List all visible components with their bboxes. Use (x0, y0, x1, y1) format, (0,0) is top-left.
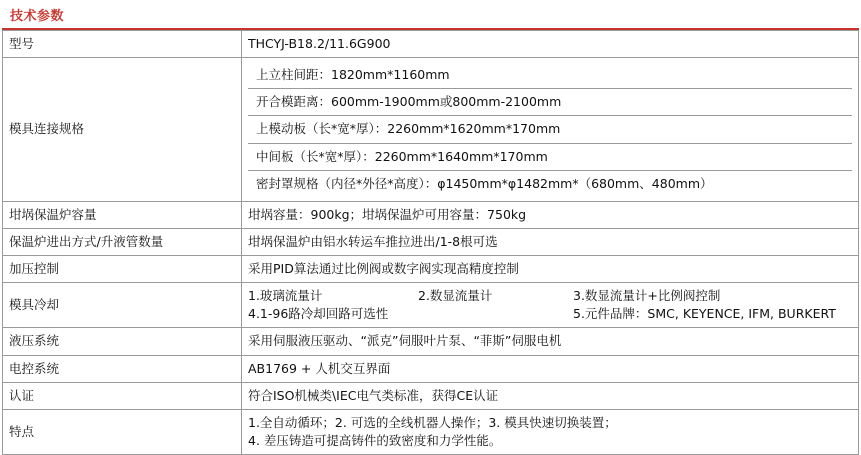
table-row (3, 31, 859, 58)
row-value-certification: 符合ISO机械类\IEC电气类标准，获得CE认证 (242, 382, 859, 409)
cooling-option-1: 1.玻璃流量计 (248, 288, 323, 304)
table-row (3, 58, 859, 202)
row-value-control-system: AB1769 + 人机交互界面 (242, 355, 859, 382)
mold-subline-5: 密封罩规格（内径*外径*高度）：φ1450mm*φ1482mm*（680mm、480mm） (256, 175, 713, 191)
mold-subline-4: 中间板（长*宽*厚）：2260mm*1640mm*170mm (248, 143, 852, 170)
mold-connection-sublist (248, 62, 852, 197)
mold-subline-2: 开合模距离：600mm-1900mm或800mm-2100mm (248, 89, 852, 116)
row-label-pressure-control: 加压控制 (3, 256, 242, 283)
cooling-line-1 (248, 287, 852, 305)
row-label-mold-cooling: 模具冷却 (3, 283, 242, 328)
section-title-bar (2, 0, 859, 30)
cooling-option-5: 5.元件品牌：SMC, KEYENCE, IFM, BURKERT (573, 306, 836, 322)
cooling-option-2: 2.数显流量计 (418, 288, 493, 304)
page-title: 技术参数 (10, 9, 65, 24)
row-value-crucible-capacity: 坩埚容量：900kg；坩埚保温炉可用容量：750kg (242, 201, 859, 228)
row-value-mold-connection (242, 58, 859, 202)
list-item (248, 170, 852, 197)
feature-line-2: 4. 差压铸造可提高铸件的致密度和力学性能。 (248, 432, 502, 448)
list-item (248, 89, 852, 116)
row-label-crucible-capacity: 坩埚保温炉容量 (3, 201, 242, 228)
row-value-mold-cooling (242, 283, 859, 328)
row-value-furnace-access: 坩埚保温炉由铝水转运车推拉进出/1-8根可选 (242, 228, 859, 255)
row-label-mold-connection: 模具连接规格 (3, 58, 242, 202)
row-label-features: 特点 (3, 409, 242, 454)
table-row (3, 382, 859, 409)
row-label-model: 型号 (3, 31, 242, 58)
list-item (248, 143, 852, 170)
row-label-furnace-access: 保温炉进出方式/升液管数量 (3, 228, 242, 255)
row-label-control-system: 电控系统 (3, 355, 242, 382)
row-value-model: THCYJ-B18.2/11.6G900 (242, 31, 859, 58)
table-row (3, 355, 859, 382)
table-row (3, 328, 859, 355)
table-row (3, 283, 859, 328)
mold-subline-1: 上立柱间距：1820mm*1160mm (248, 62, 852, 89)
cooling-line-2 (248, 305, 852, 323)
list-item (248, 62, 852, 89)
specification-table (2, 30, 859, 455)
mold-subline-3: 上模动板（长*宽*厚）：2260mm*1620mm*170mm (248, 116, 852, 143)
cooling-option-4: 4.1-96路冷却回路可选性 (248, 306, 389, 322)
cooling-option-3: 3.数显流量计+比例阀控制 (573, 288, 721, 304)
feature-line-1: 1.全自动循环；2. 可选的全线机器人操作；3. 模具快速切换装置； (248, 414, 617, 430)
row-label-hydraulic-system: 液压系统 (3, 328, 242, 355)
table-row (3, 201, 859, 228)
row-value-pressure-control: 采用PID算法通过比例阀或数字阀实现高精度控制 (242, 256, 859, 283)
list-item (248, 116, 852, 143)
table-row (3, 256, 859, 283)
row-value-features (242, 409, 859, 454)
table-row (3, 409, 859, 454)
row-label-certification: 认证 (3, 382, 242, 409)
row-value-hydraulic-system: 采用伺服液压驱动、“派克”伺服叶片泵、“菲斯”伺服电机 (242, 328, 859, 355)
table-row (3, 228, 859, 255)
